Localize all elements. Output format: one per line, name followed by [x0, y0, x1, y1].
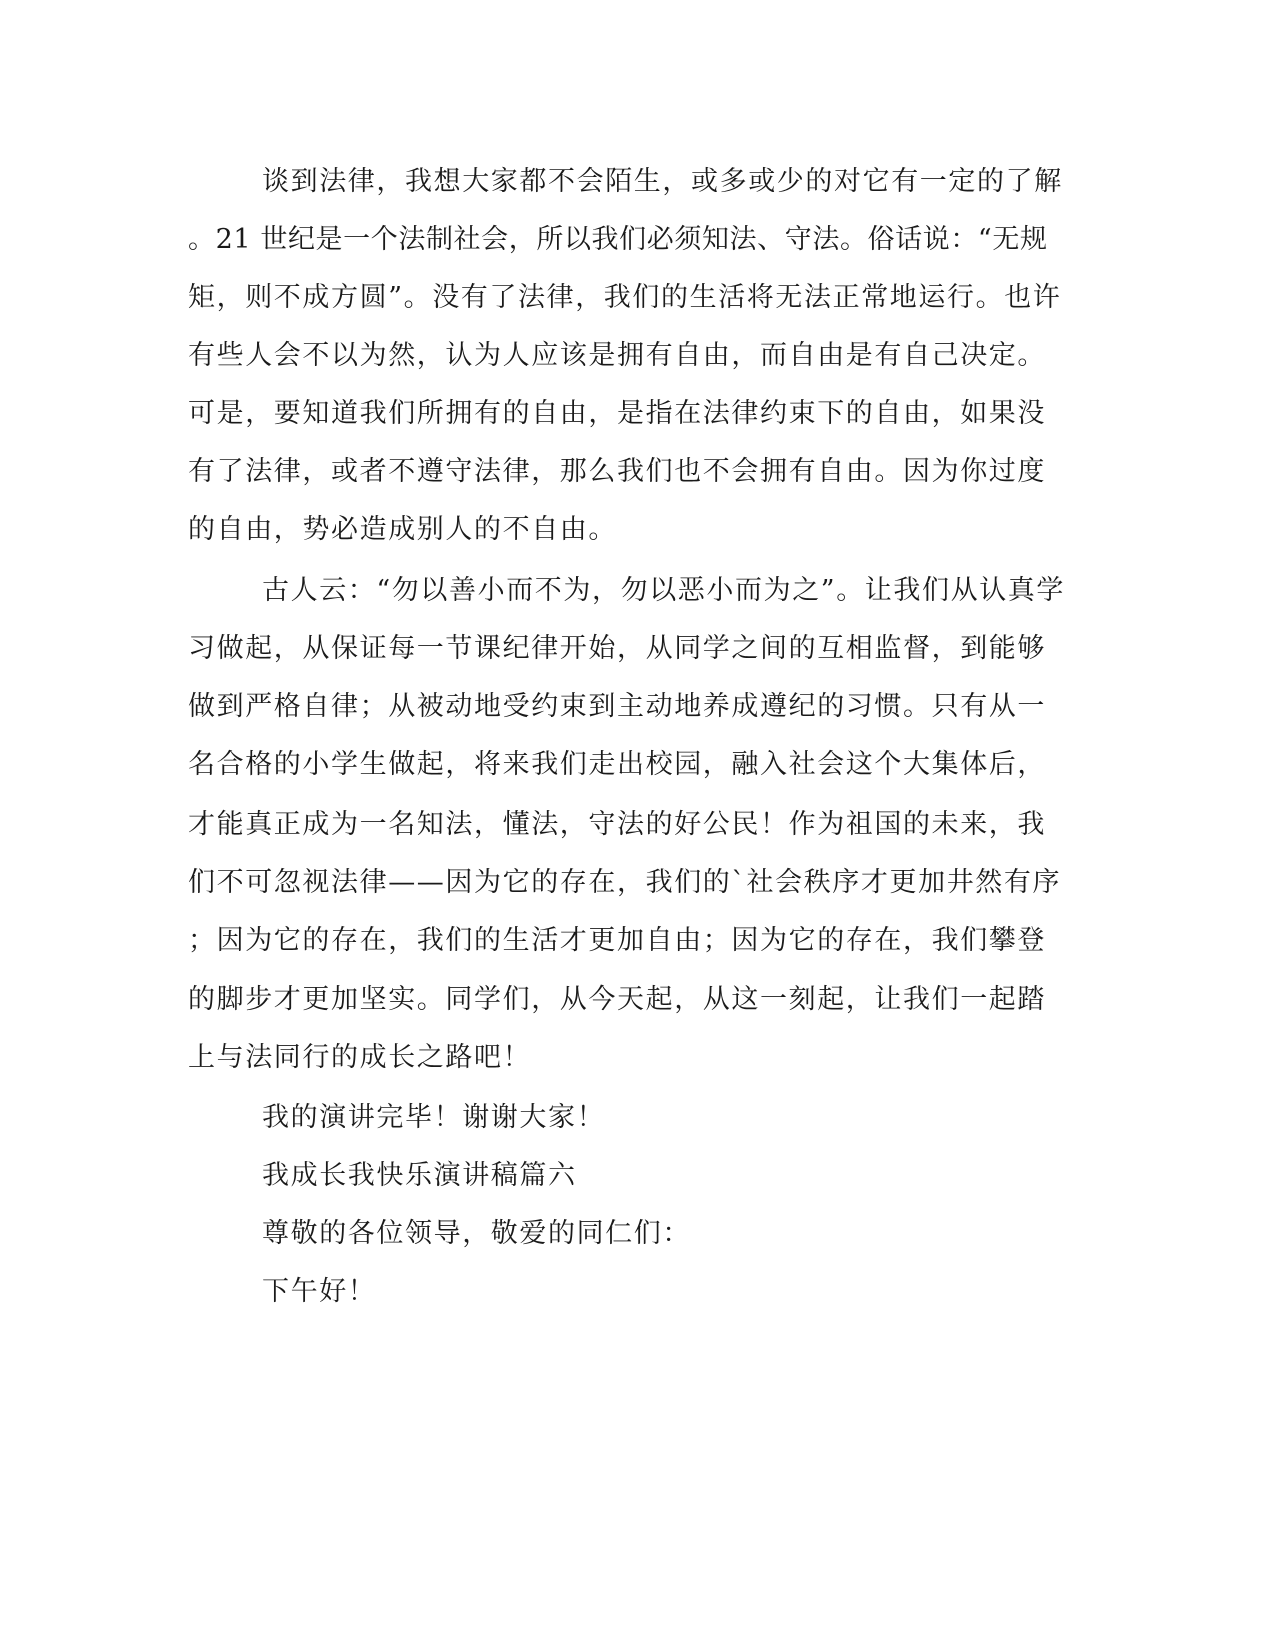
closing-line: 我的演讲完毕！谢谢大家！ [262, 1102, 606, 1133]
paragraph-1-line-5: 可是，要知道我们所拥有的自由，是指在法律约束下的自由，如果没 [188, 398, 1046, 429]
paragraph-2-line-3: 做到严格自律；从被动地受约束到主动地养成遵纪的习惯。只有从一 [188, 691, 1046, 722]
paragraph-1-line-2: 。21 世纪是一个法制社会，所以我们必须知法、守法。俗话说：“无规 [188, 224, 1048, 255]
paragraph-2-line-2: 习做起，从保证每一节课纪律开始，从同学之间的互相监督，到能够 [188, 633, 1046, 664]
paragraph-1-line-7: 的自由，势必造成别人的不自由。 [188, 514, 617, 545]
paragraph-1-line-4: 有些人会不以为然，认为人应该是拥有自由，而自由是有自己决定。 [188, 340, 1046, 371]
paragraph-2-line-8: 的脚步才更加坚实。同学们，从今天起，从这一刻起，让我们一起踏 [188, 984, 1046, 1015]
paragraph-2-line-4: 名合格的小学生做起，将来我们走出校园，融入社会这个大集体后， [188, 749, 1046, 780]
paragraph-2-line-6: 们不可忽视法律——因为它的存在，我们的`社会秩序才更加井然有序 [188, 867, 1062, 898]
greeting: 下午好！ [262, 1276, 377, 1307]
paragraph-1-line-3: 矩，则不成方圆”。没有了法律，我们的生活将无法正常地运行。也许 [188, 282, 1062, 313]
section-title: 我成长我快乐演讲稿篇六 [262, 1160, 577, 1191]
paragraph-2-line-9: 上与法同行的成长之路吧！ [188, 1042, 532, 1073]
paragraph-1-line-1: 谈到法律，我想大家都不会陌生，或多或少的对它有一定的了解 [262, 166, 1063, 197]
paragraph-2-line-1: 古人云：“勿以善小而不为，勿以恶小而为之”。让我们从认真学 [262, 575, 1066, 606]
salutation: 尊敬的各位领导，敬爱的同仁们： [262, 1218, 691, 1249]
paragraph-2-line-5: 才能真正成为一名知法，懂法，守法的好公民！作为祖国的未来，我 [188, 809, 1046, 840]
paragraph-2-line-7: ；因为它的存在，我们的生活才更加自由；因为它的存在，我们攀登 [188, 925, 1046, 956]
paragraph-1-line-6: 有了法律，或者不遵守法律，那么我们也不会拥有自由。因为你过度 [188, 456, 1046, 487]
